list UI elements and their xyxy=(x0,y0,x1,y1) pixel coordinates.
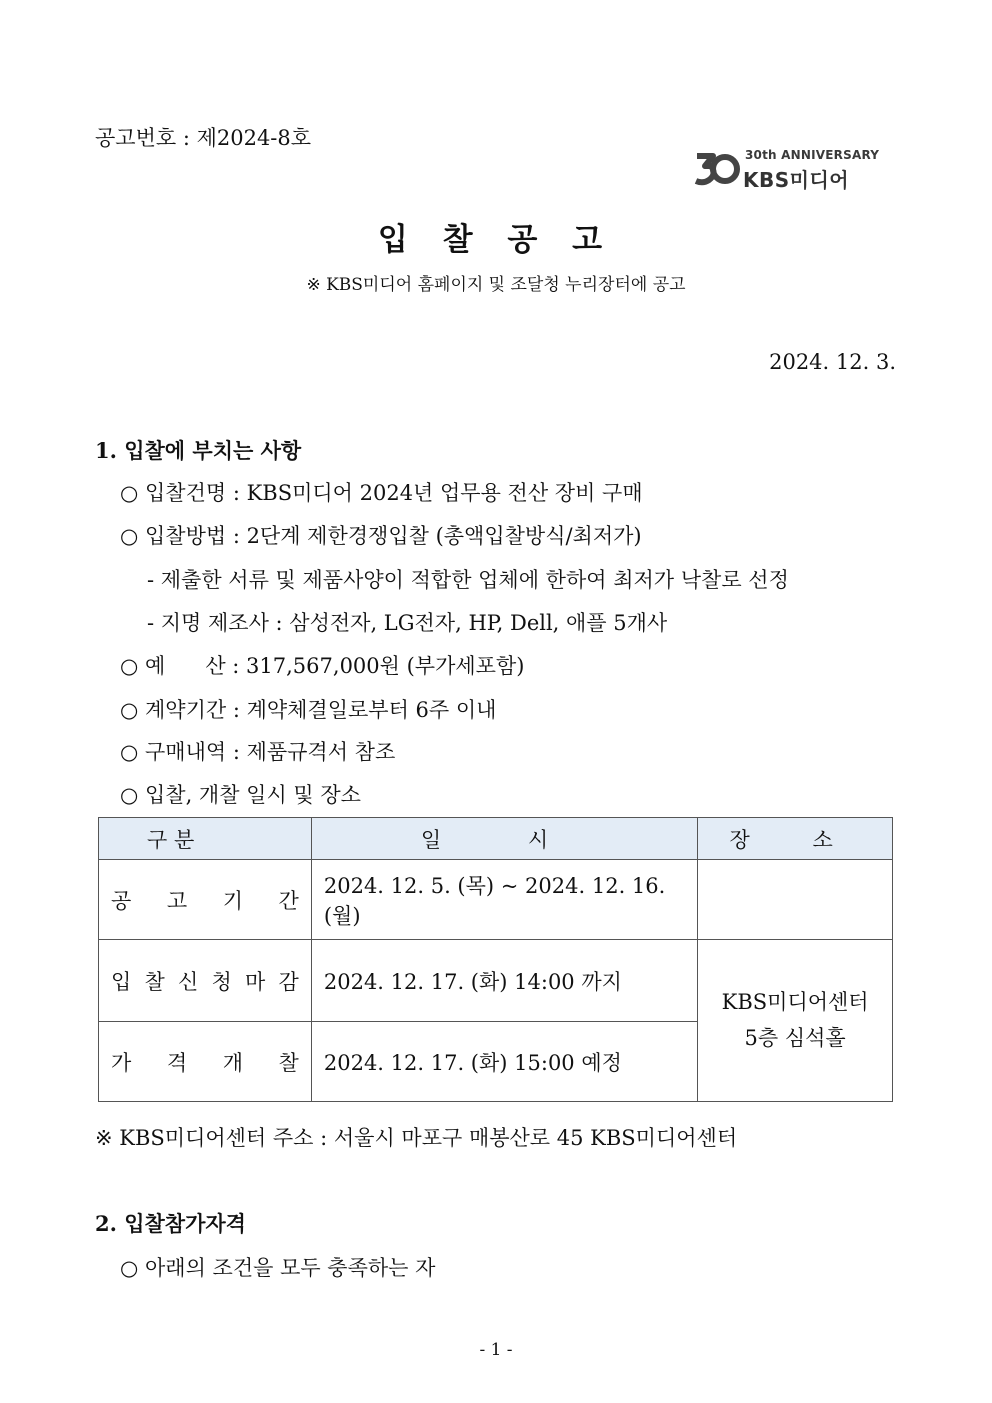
row-label xyxy=(99,966,311,996)
row-label-char: 기 xyxy=(222,888,243,913)
notice-date: 2024. 12. 3. xyxy=(769,350,896,374)
row-label-char: 고 xyxy=(166,888,188,913)
kbs-media-logo xyxy=(693,148,898,190)
address-note: ※ KBS미디어센터 주소 : 서울시 마포구 매봉산로 45 KBS미디어센터 xyxy=(95,1126,738,1150)
notice-number: 공고번호 : 제2024-8호 xyxy=(95,126,312,150)
section-2-heading: 2. 입찰참가자격 xyxy=(95,1211,246,1236)
location-line: KBS미디어센터 xyxy=(721,989,869,1014)
header-text: 일 시 xyxy=(420,827,589,852)
location-cell-empty xyxy=(698,860,893,940)
row-label-char: 간 xyxy=(278,888,299,913)
row-label-cell xyxy=(99,860,312,940)
logo-name-text: KBS미디어 xyxy=(743,168,850,192)
table-row xyxy=(99,860,893,940)
list-item: ○ 입찰건명 : KBS미디어 2024년 업무용 전산 장비 구매 xyxy=(120,481,643,505)
list-item: ○ 입찰, 개찰 일시 및 장소 xyxy=(120,783,361,807)
datetime-cell: 2024. 12. 17. (화) 15:00 예정 xyxy=(311,1022,697,1102)
row-label-char: 마 xyxy=(245,969,266,994)
posting-note: ※ KBS미디어 홈페이지 및 조달청 누리장터에 공고 xyxy=(306,275,686,295)
row-label-char: 찰 xyxy=(278,1050,299,1075)
row-label-char: 공 xyxy=(111,888,132,913)
row-label xyxy=(99,1047,311,1077)
row-label-char: 입 xyxy=(111,969,132,994)
page-number: - 1 - xyxy=(479,1340,513,1360)
column-header-location xyxy=(698,818,893,860)
list-item: - 지명 제조사 : 삼성전자, LG전자, HP, Dell, 애플 5개사 xyxy=(147,611,668,635)
row-label-char: 격 xyxy=(166,1050,188,1075)
row-label-cell xyxy=(99,940,312,1022)
table-header-row xyxy=(99,818,893,860)
row-label xyxy=(99,885,311,915)
row-label-char: 신 xyxy=(178,969,199,994)
header-text: 장 소 xyxy=(729,827,861,852)
column-header-category xyxy=(99,818,312,860)
row-label-char: 찰 xyxy=(144,969,165,994)
row-label-cell xyxy=(99,1022,312,1102)
header-text: 구 분 xyxy=(147,827,195,852)
list-item: ○ 아래의 조건을 모두 충족하는 자 xyxy=(120,1256,436,1280)
list-item: ○ 계약기간 : 계약체결일로부터 6주 이내 xyxy=(120,698,497,722)
table-row xyxy=(99,940,893,1022)
datetime-cell: 2024. 12. 5. (목) ~ 2024. 12. 16. (월) xyxy=(311,860,697,940)
row-label-char: 가 xyxy=(111,1050,132,1075)
page-title: 입 찰 공 고 xyxy=(377,222,615,258)
location-line: 5층 심석홀 xyxy=(744,1025,846,1050)
header-label xyxy=(99,824,311,854)
row-label-char: 감 xyxy=(278,969,299,994)
logo-anniversary-text: 30th ANNIVERSARY xyxy=(745,148,880,162)
schedule-table xyxy=(98,817,893,1102)
datetime-cell: 2024. 12. 17. (화) 14:00 까지 xyxy=(311,940,697,1022)
row-label-char: 개 xyxy=(222,1050,243,1075)
location-cell xyxy=(698,940,893,1102)
list-item: ○ 예 산 : 317,567,000원 (부가세포함) xyxy=(120,654,525,678)
list-item: ○ 입찰방법 : 2단계 제한경쟁입찰 (총액입찰방식/최저가) xyxy=(120,524,642,548)
row-label-char: 청 xyxy=(211,969,232,994)
list-item: ○ 구매내역 : 제품규격서 참조 xyxy=(120,740,396,764)
list-item: - 제출한 서류 및 제품사양이 적합한 업체에 한하여 최저가 낙찰로 선정 xyxy=(147,568,789,592)
anniversary-30-logo-icon xyxy=(693,148,741,188)
column-header-datetime xyxy=(311,818,697,860)
section-1-heading: 1. 입찰에 부치는 사항 xyxy=(95,438,302,463)
